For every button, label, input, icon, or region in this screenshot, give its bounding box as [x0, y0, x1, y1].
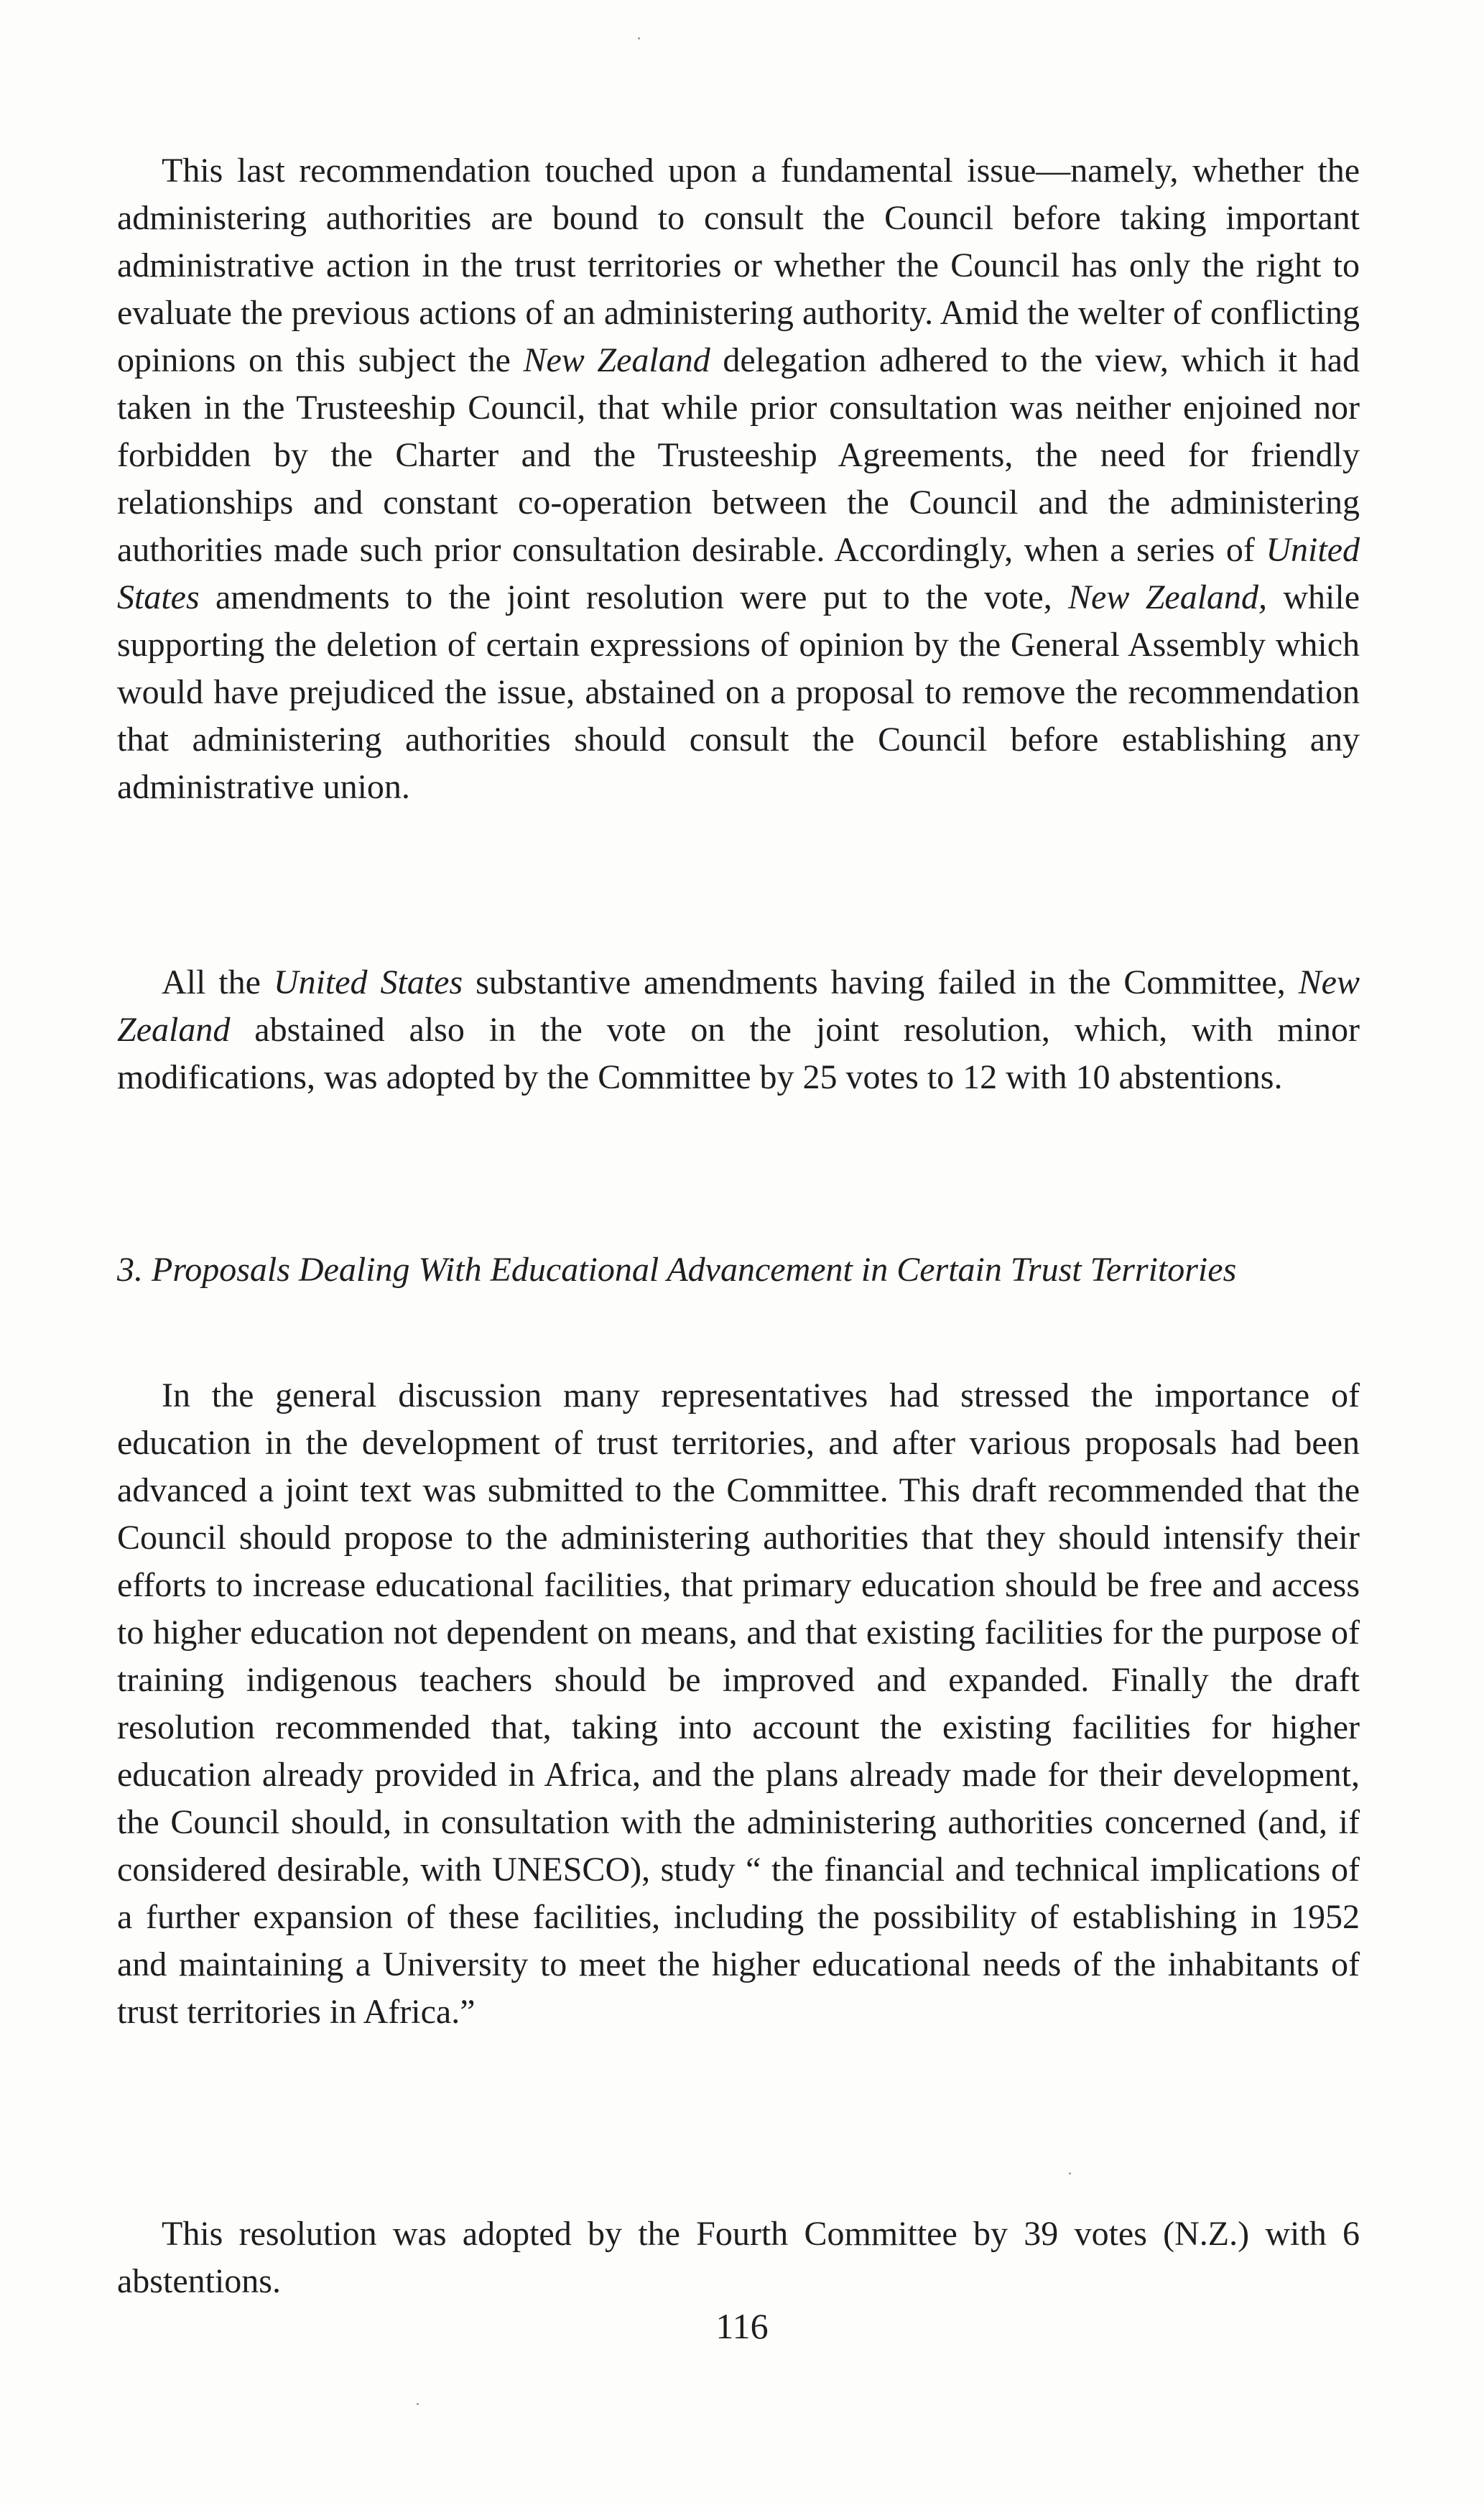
paragraph-text: All the [162, 963, 274, 1001]
italic-country-name: New Zealand, [1068, 578, 1268, 616]
paper-speck [638, 37, 640, 40]
paragraph-text: delegation adhered to the view, which it had taken in the Trusteeship Council, that while prior consultation was neither enjoined nor forbidden by the Charter and the Trusteeship Agreements, the need for friendly relationships and constant co-operation between the Council and the administering authorities made such prior consultation desirable. Accordingly, when a series of [117, 341, 1360, 569]
paragraph-text: while supporting the deletion of certain expressions of opinion by the General Assembly which would have prejudiced the issue, abstained on a proposal to remove the recommendation that administering authorities should consult the Council before establishing any administrative union. [117, 578, 1360, 806]
paragraph-text: This last recommendation touched upon a fundamental issue—namely, whether the administering authorities are bound to consult the Council before taking important administrative action in the trust territories or whether the Council has only the right to evaluate the previous actions of an administering authority. Amid the welter of conflicting opinions on this subject the [117, 152, 1360, 379]
section-heading: 3. Proposals Dealing With Educational Advancement in Certain Trust Territories [117, 1251, 1237, 1289]
paper-speck [417, 2403, 419, 2405]
italic-country-name: United States [117, 531, 1360, 616]
paragraph-text: amendments to the joint resolution were put to the vote, [199, 578, 1069, 616]
paper-speck [1069, 2172, 1071, 2175]
page-number: 116 [715, 2306, 769, 2346]
paragraph-text: substantive amendments having failed in the Committee, [463, 963, 1299, 1001]
paragraph-consultation-issue [117, 147, 1360, 811]
italic-country-name: United States [273, 963, 463, 1001]
italic-country-name: New Zealand [523, 341, 710, 379]
paragraph-text: In the general discussion many representatives had stressed the importance of education in the development of trust territories, and after various proposals had been advanced a joint text was submitted to the Committee. This draft recommended that the Council should propose to the administering authorities that they should intensify their efforts to increase educational facilities, that primary education should be free and access to higher education not dependent on means, and that existing facilities for the purpose of training indigenous teachers should be improved and expanded. Finally the draft resolution recommended that, taking into account the existing facilities for higher education already provided in Africa, and the plans already made for their development, the Council should, in consultation with the administering authorities concerned (and, if considered desirable, with UNESCO), study “ the financial and technical implications of a further expansion of these facilities, including the possibility of establishing in 1952 and maintaining a University to meet the higher educational needs of the inhabitants of trust territories in Africa.” [117, 1376, 1360, 2031]
paragraph-amendments-failed [117, 959, 1360, 1101]
paragraph-education-proposals [117, 1372, 1360, 2036]
paragraph-text: This resolution was adopted by the Fourth Committee by 39 votes (N.Z.) with 6 abstentions. [117, 2215, 1360, 2300]
italic-country-name: New Zealand [117, 963, 1360, 1049]
paragraph-text: abstained also in the vote on the joint resolution, which, with minor modifications, was adopted by the Committee by 25 votes to 12 with 10 abstentions. [117, 1011, 1360, 1096]
paragraph-resolution-adopted [117, 2210, 1360, 2305]
